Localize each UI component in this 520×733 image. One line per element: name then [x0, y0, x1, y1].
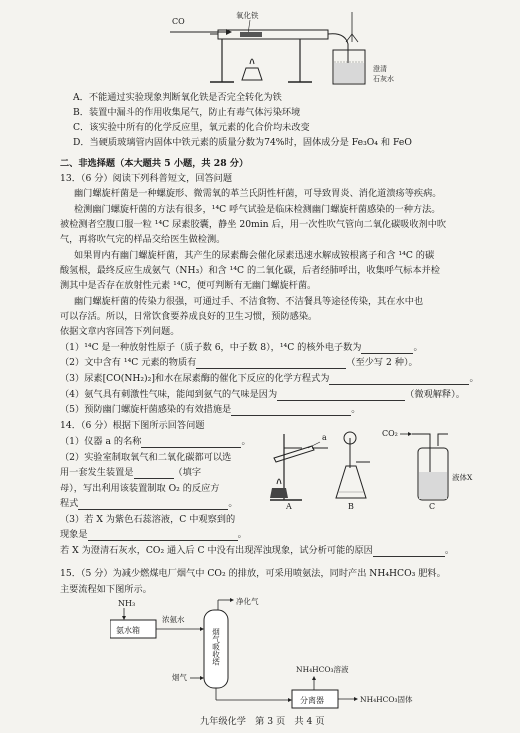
q14-sub-2-text: 程式 — [60, 498, 79, 509]
liquid-x-label: 液体X — [452, 473, 473, 482]
page-footer: 九年级化学 第 3 页 共 4 页 — [200, 716, 325, 727]
answer-blank[interactable] — [231, 406, 351, 416]
clean-gas-label: 净化气 — [236, 597, 259, 606]
conc-ammonia-label: 浓氨水 — [162, 615, 185, 624]
q13-paragraph: 幽门螺旋杆菌的传染力很强，可通过手、不洁食物、不洁餐具等途径传染，其在水中也 — [74, 296, 424, 307]
option-a: A．不能通过实验现象判断氧化铁是否完全转化为铁 — [73, 92, 282, 103]
q13-prompt: 依据文章内容回答下列问题。 — [60, 326, 180, 337]
q14-sub-2-hint: （填字 — [173, 467, 202, 478]
nh3-label: NH₃ — [118, 599, 136, 608]
q13-paragraph: 检测幽门螺旋杆菌的方法有很多，¹⁴C 呼气试验是临床检测幽门螺旋杆菌感染的一种方法。 — [74, 204, 441, 215]
answer-blank[interactable] — [329, 375, 469, 385]
answer-blank[interactable] — [196, 359, 346, 369]
label-B: B — [348, 502, 354, 510]
answer-blank[interactable] — [88, 531, 238, 541]
tower-label: 烟气吸收塔 — [211, 628, 221, 666]
co2-label: CO₂ — [382, 429, 398, 438]
q13-sub-5: （5）预防幽门螺旋杆菌感染的有效措施是 。 — [60, 404, 361, 415]
answer-blank[interactable] — [141, 438, 241, 448]
gas-apparatus-figure — [262, 428, 484, 510]
q13-sub-1: （1）¹⁴C 是一种放射性原子（质子数 6，中子数 8），¹⁴C 的核外电子数为 。 — [60, 342, 423, 353]
q14-heading: 14．（6 分）根据下图所示回答问题 — [60, 420, 205, 431]
answer-blank[interactable] — [134, 469, 174, 479]
option-c: C．该实验中所有的化学反应里，氧元素的化合价均未改变 — [73, 122, 310, 133]
answer-blank[interactable] — [361, 344, 413, 354]
q13-sub-3: （3）尿素[CO(NH₂)₂]和水在尿素酶的催化下反应的化学方程式为 。 — [60, 373, 479, 384]
limewater-label-1: 澄清 — [373, 65, 387, 73]
q14-sub-3-line: 现象是 。 — [60, 529, 247, 540]
q15-heading: 15．（5 分）为减少燃煤电厂烟气中 CO₂ 的排放，可采用喷氨法，同时产出 NH₄HCO₃ 肥料。 — [60, 568, 446, 579]
tank-label: 氨水箱 — [116, 626, 140, 635]
q13-sub-2-hint: （至少写 2 种）。 — [346, 357, 418, 368]
q14-sub-1-text: （1）仪器 a 的名称 — [60, 436, 142, 447]
q13-sub-5-text: （5）预防幽门螺旋杆菌感染的有效措施是 — [60, 404, 232, 415]
limewater-label-2: 石灰水 — [373, 75, 394, 83]
q14-sub-2-line — [60, 467, 201, 479]
q13-paragraph: 测其中是否存在放射性元素 ¹⁴C，便可判断有无幽门螺旋杆菌。 — [60, 280, 317, 291]
q13-sub-2 — [60, 357, 418, 369]
answer-blank[interactable] — [373, 547, 445, 557]
label-a: a — [322, 433, 327, 442]
flue-gas-label: 烟气 — [172, 673, 187, 682]
section-2-heading: 二、非选择题（本大题共 5 小题，共 28 分） — [60, 158, 249, 169]
solution-label: NH₄HCO₃溶液 — [296, 665, 349, 674]
q14-sub-2-line: 母），写出利用该装置制取 O₂ 的反应方 — [60, 483, 220, 494]
q13-sub-4 — [60, 389, 465, 401]
co-label: CO — [172, 17, 185, 26]
q14-sub-2: （2）实验室制取氧气和二氧化碳都可以选 — [60, 452, 232, 463]
q14-sub-3-text: 现象是 — [60, 529, 88, 540]
q13-sub-4-text: （4）氨气具有刺激性气味，能闻到氨气的气味是因为 — [60, 389, 278, 400]
answer-blank[interactable] — [277, 391, 405, 401]
q14-sub-3: （3）若 X 为紫色石蕊溶液，C 中观察到的 — [60, 514, 236, 525]
option-b: B．装置中漏斗的作用收集尾气，防止有毒气体污染环境 — [73, 107, 301, 118]
label-A: A — [286, 502, 292, 510]
q14-sub-2-line: 程式 。 — [60, 498, 238, 509]
q14-sub-2-text: 用一套发生装置是 — [60, 467, 134, 478]
separator-label: 分离器 — [300, 696, 324, 705]
option-d: D．当硬质玻璃管内固体中铁元素的质量分数为74%时，固体成分是 Fe₃O₄ 和 FeO — [73, 137, 412, 148]
q13-heading: 13．（6 分）阅读下列科普短文，回答问题 — [60, 173, 233, 184]
q13-sub-3-text: （3）尿素[CO(NH₂)₂]和水在尿素酶的催化下反应的化学方程式为 — [60, 373, 330, 384]
q13-sub-4-hint: （微观解释）。 — [405, 389, 465, 400]
answer-blank[interactable] — [78, 500, 228, 510]
q13-paragraph: 幽门螺旋杆菌是一种螺旋形、微需氧的革兰氏阴性杆菌，可导致胃炎、消化道溃疡等疾病。 — [74, 188, 442, 199]
q14-sub-3-text: 若 X 为澄清石灰水，CO₂ 通入后 C 中没有出现浑浊现象，试分析可能的原因 — [60, 545, 373, 556]
solid-label: NH₄HCO₃固体 — [360, 695, 413, 704]
q13-sub-1-text: （1）¹⁴C 是一种放射性原子（质子数 6，中子数 8），¹⁴C 的核外电子数为 — [60, 342, 362, 353]
ammonia-flowchart — [110, 596, 460, 716]
label-C: C — [429, 502, 436, 510]
q14-sub-3-line: 若 X 为澄清石灰水，CO₂ 通入后 C 中没有出现浑浊现象，试分析可能的原因 。 — [60, 545, 455, 556]
q14-sub-1: （1）仪器 a 的名称 。 — [60, 436, 251, 447]
q13-paragraph: 可以存活。所以，日常饮食要养成良好的卫生习惯，预防感染。 — [60, 311, 318, 322]
q13-paragraph: 气，再将吹气完的样品交给医生做检测。 — [60, 234, 226, 245]
q13-paragraph: 酸氢根，最终反应生成氨气（NH₃）和含 ¹⁴C 的二氧化碳，后者经肺呼出，收集呼气标本并检 — [60, 265, 440, 276]
q13-paragraph: 如果胃内有幽门螺旋杆菌，其产生的尿素酶会催化尿素迅速水解成铵根离子和含 ¹⁴C 的碳 — [74, 250, 435, 261]
q13-sub-2-text: （2）文中含有 ¹⁴C 元素的物质有 — [60, 357, 197, 368]
q15-subheading: 主要流程如下图所示。 — [60, 584, 152, 595]
q13-paragraph: 被检测者空腹口服一粒 ¹⁴C 尿素胶囊，静坐 20min 后，用一次性吹气管向二氧化碳吸收剂中吹 — [60, 219, 447, 230]
oxide-label: 氧化铁 — [236, 11, 259, 20]
co-reduction-apparatus — [170, 2, 370, 90]
